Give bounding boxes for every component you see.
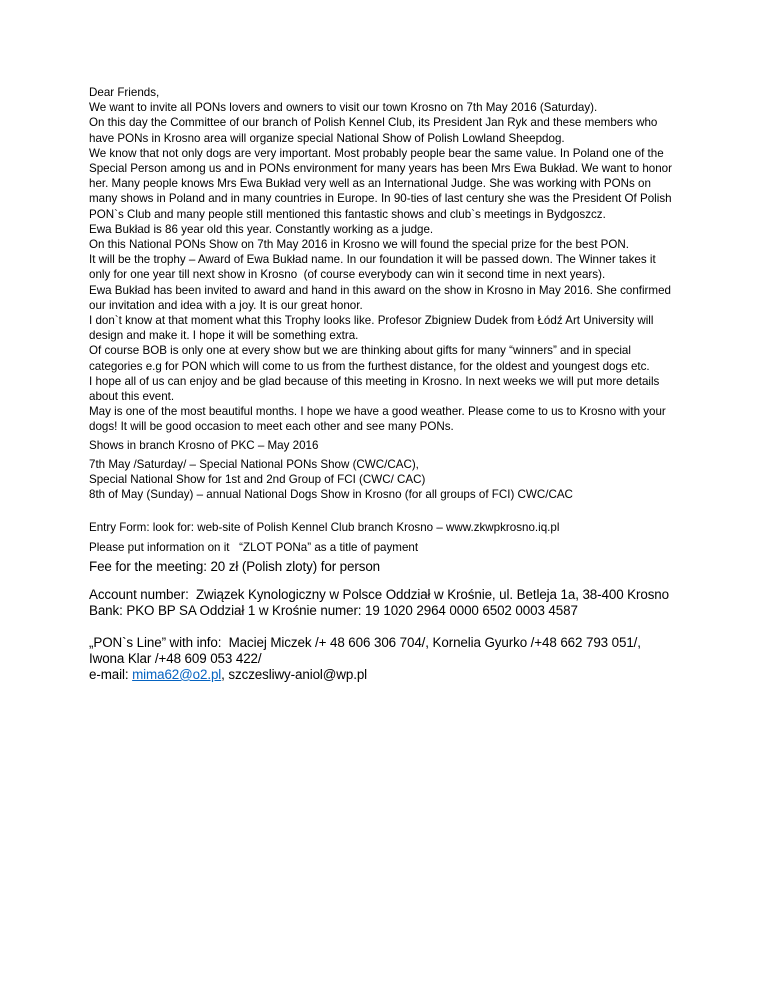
account-number-line: Account number: Związek Kynologiczny w Polsce Oddział w Krośnie, ul. Betleja 1a, 38-400 Krosno (89, 586, 669, 602)
letter-line: Of course BOB is only one at every show but we are thinking about gifts for many “winners” and in special (89, 344, 631, 358)
bank-line: Bank: PKO BP SA Oddział 1 w Krośnie numer: 19 1020 2964 0000 6502 0003 4587 (89, 602, 578, 618)
letter-line: have PONs in Krosno area will organize special National Show of Polish Lowland Sheepdog. (89, 131, 565, 145)
letter-line: Special Person among us and in PONs environment for many years has been Mrs Ewa Bukład. We want to honor (89, 162, 672, 176)
contact-line: Iwona Klar /+48 609 053 422/ (89, 650, 262, 666)
email-line (89, 667, 709, 683)
shows-list (89, 457, 709, 503)
letter-line: I hope all of us can enjoy and be glad because of this meeting in Krosno. In next weeks we will put more details (89, 374, 660, 388)
letter-line: categories e.g for PON which will come to us from the furthest distance, for the oldest and youngest dogs etc. (89, 359, 650, 373)
letter-line: her. Many people knows Mrs Ewa Bukład very well as an International Judge. She was working with PONs on (89, 177, 651, 191)
shows-heading: Shows in branch Krosno of PKC – May 2016 (89, 438, 319, 452)
letter-line: PON`s Club and many people still mentioned this fantastic shows and club`s meetings in Bydgoszcz. (89, 207, 606, 221)
letter-paragraph (89, 100, 709, 434)
letter-line: On this day the Committee of our branch of Polish Kennel Club, its President Jan Ryk and these members who (89, 116, 658, 130)
contact-block (89, 635, 709, 683)
payment-title-line: Please put information on it “ZLOT PONa” as a title of payment (89, 540, 419, 554)
letter-line: Ewa Bukład is 86 year old this year. Constantly working as a judge. (89, 222, 434, 236)
email-suffix: , szczesliwy-aniol@wp.pl (221, 666, 368, 682)
fee-line: Fee for the meeting: 20 zł (Polish zloty) for person (89, 558, 381, 574)
letter-line: It will be the trophy – Award of Ewa Bukład name. In our foundation it will be passed down. The Winner takes it (89, 253, 656, 267)
show-item: 7th May /Saturday/ – Special National PONs Show (CWC/CAC), (89, 457, 419, 471)
letter-line: design and make it. I hope it will be something extra. (89, 329, 359, 343)
letter-line: many shows in Poland and in many countries in Europe. In 90-ties of last century she was the President Of Polish (89, 192, 672, 206)
email-link[interactable]: mima62@o2.pl (132, 666, 222, 682)
contact-line: „PON`s Line” with info: Maciej Miczek /+ 48 606 306 704/, Kornelia Gyurko /+48 662 793 051/, (89, 634, 641, 650)
letter-line: dogs! It will be good occasion to meet each other and see many PONs. (89, 420, 454, 434)
letter-line: I don`t know at that moment what this Trophy looks like. Profesor Zbigniew Dudek from Łódź Art University will (89, 314, 654, 328)
show-item: Special National Show for 1st and 2nd Group of FCI (CWC/ CAC) (89, 473, 426, 487)
greeting: Dear Friends, (89, 86, 160, 99)
letter-line: our invitation and idea with a joy. It is our great honor. (89, 298, 363, 312)
letter-line: We want to invite all PONs lovers and owners to visit our town Krosno on 7th May 2016 (Saturday). (89, 101, 598, 115)
account-block (89, 587, 709, 619)
letter-line: May is one of the most beautiful months. I hope we have a good weather. Please come to us to Krosno with your (89, 405, 666, 419)
letter-body (89, 85, 709, 683)
letter-line: only for one year till next show in Krosno (of course everybody can win it second time in next years). (89, 268, 606, 282)
letter-line: about this event. (89, 390, 175, 404)
letter-line: On this National PONs Show on 7th May 2016 in Krosno we will found the special prize for the best PON. (89, 238, 630, 252)
entry-form-line: Entry Form: look for: web-site of Polish Kennel Club branch Krosno – www.zkwpkrosno.iq.pl (89, 521, 560, 535)
show-item: 8th of May (Sunday) – annual National Dogs Show in Krosno (for all groups of FCI) CWC/CAC (89, 488, 573, 502)
letter-line: We know that not only dogs are very important. Most probably people bear the same value. In Poland one of the (89, 146, 664, 160)
letter-line: Ewa Bukład has been invited to award and hand in this award on the show in Krosno in May 2016. She confirmed (89, 283, 671, 297)
email-prefix: e-mail: (89, 666, 133, 682)
